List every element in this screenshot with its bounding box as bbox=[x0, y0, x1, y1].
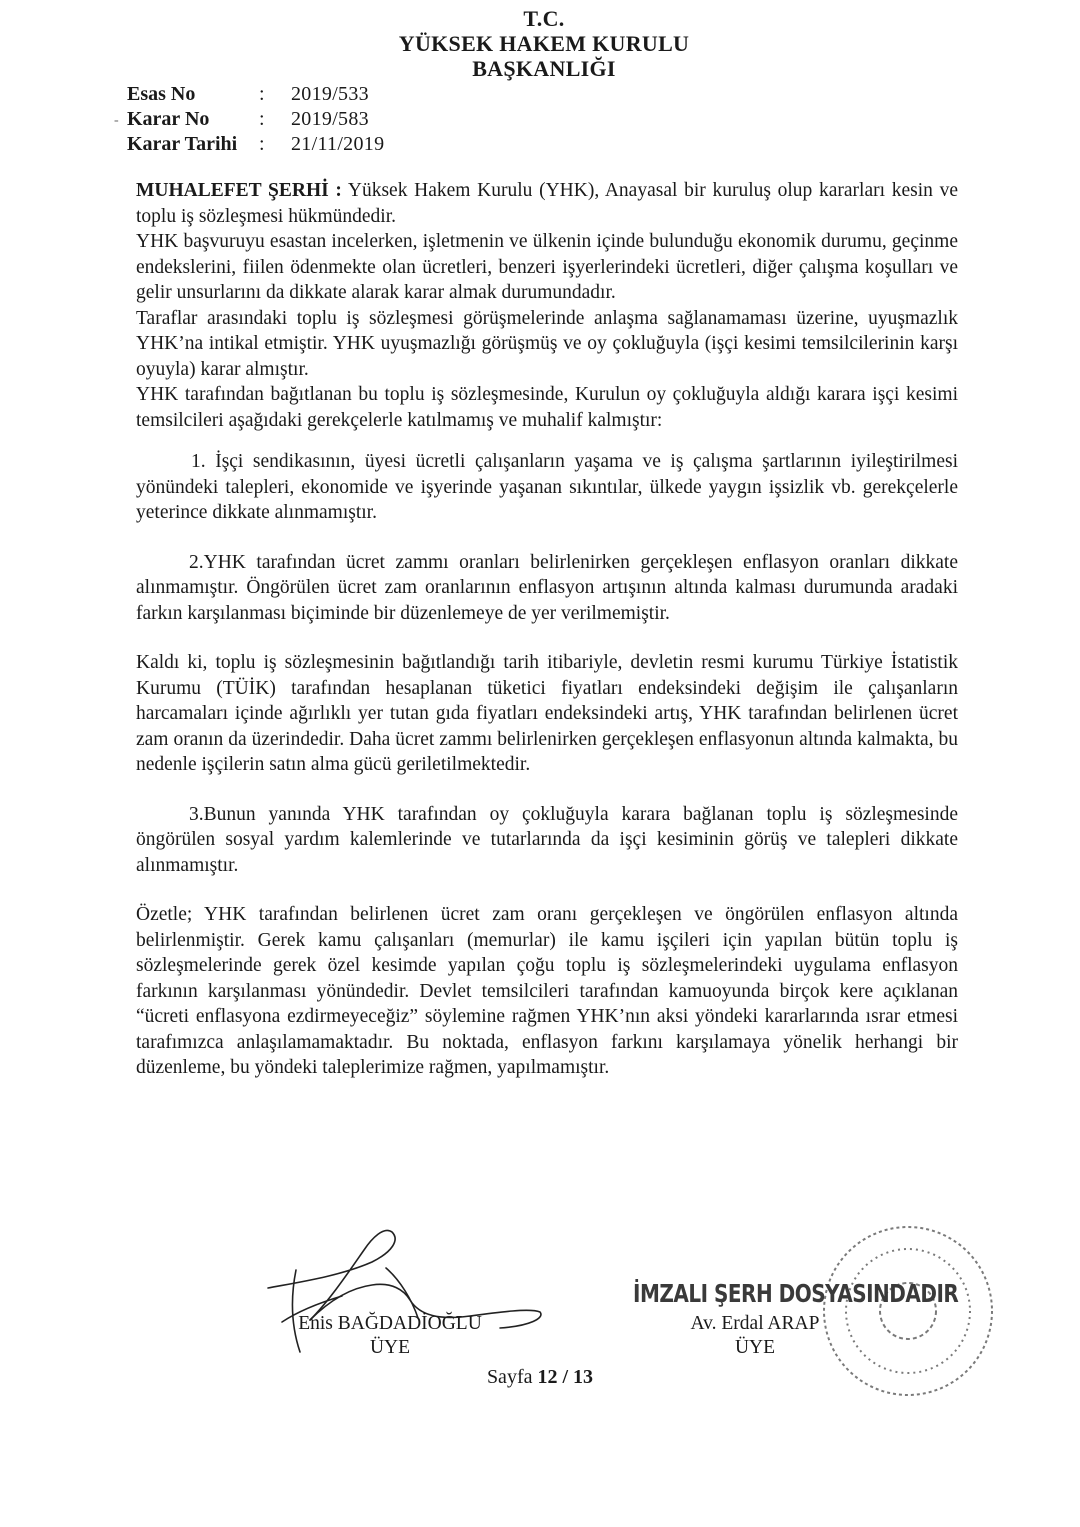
meta-separator: : bbox=[259, 133, 265, 155]
paragraph-summary: Özetle; YHK tarafından belirlenen ücret zam oranı gerçekleşen ve öngörülen enflasyon altında belirlenmiştir. Gerek kamu çalışanları (memurlar) ile kamu işçileri için yapılan bütün toplu iş sözleşmelerinde gerek özel kesimde yapılan çoğu toplu iş sözleşmelerindeki uygulama enflasyon farkının karşılanması yönündedir. Devlet temsilcileri tarafından kamuoyunda birçok kere açıklanan “ücreti enflasyona ezdirmeyeceğiz” söylemine rağmen YHK’nın aksi yöndeki kararlarında ısrar etmesi tarafımızca anlaşılamamaktadır. Bu noktada, enflasyon farkını karşılamaya yönelik herhangi bir düzenleme, bu yöndeki taleplerimize rağmen, yapılmamıştır. bbox=[136, 904, 958, 1078]
esas-row bbox=[127, 82, 384, 107]
signatory-role-right: ÜYE bbox=[734, 1337, 776, 1358]
signatory-name-right: Av. Erdal ARAP bbox=[690, 1313, 820, 1334]
karar-row bbox=[127, 107, 384, 132]
paragraph-3: Taraflar arasındaki toplu iş sözleşmesi görüşmelerinde anlaşma sağlanamaması üzerine, uyuşmazlık YHK’na intikal etmiştir. YHK uyuşmazlığı görüşmüş ve oy çokluğuyla (işçi kesimi temsilcilerinin karşı oyuyla) karar almıştır. bbox=[136, 307, 958, 380]
paragraph-5: Kaldı ki, toplu iş sözleşmesinin bağıtlandığı tarih itibariyle, devletin resmi kurumu Türkiye İstatistik Kurumu (TÜİK) tarafından hesaplanan tüketici fiyatları endeksindeki değişim ile çalışanların harcamaları içinde ağırlıklı yer tutan gıda fiyatları endeksindeki artış, YHK tarafından belirlenen ücret zam oranın da üzerindedir. Daha ücret zammı belirlenirken gerçekleşen enflasyonun altında kalmakta, bu nedenle işçilerin satın alma gücü geriletilmektedir. bbox=[136, 652, 958, 775]
karar-value: 2019/583 bbox=[291, 108, 369, 130]
list-item-3: 3.Bunun yanında YHK tarafından oy çokluğuyla karara bağlanan toplu iş sözleşmesinde öngörülen sosyal yardım kalemlerinde ve tutarlarında da işçi kesiminin görüş ve talepleri dikkate alınmamıştır. bbox=[136, 803, 958, 876]
document-header bbox=[0, 6, 1080, 81]
paragraph-intro-text: Yüksek Hakem Kurulu (YHK), Anayasal bir kuruluş olup kararları kesin ve toplu iş sözleşmesi hükmündedir. bbox=[136, 180, 958, 227]
case-meta bbox=[127, 82, 384, 157]
signature-block-left bbox=[270, 1312, 510, 1360]
signed-dissent-stamp: İMZALI ŞERH DOSYASINDADIR bbox=[633, 1278, 959, 1308]
signatory-name-left: Enis BAĞDADİOĞLU bbox=[298, 1313, 482, 1334]
esas-label: Esas No bbox=[127, 83, 196, 105]
header-presidency: BAŞKANLIĞI bbox=[472, 56, 616, 81]
signatory-role-left: ÜYE bbox=[369, 1337, 411, 1358]
list-item-1: 1. İşçi sendikasının, üyesi ücretli çalışanların yaşama ve iş çalışma şartlarının iyileştirilmesi yönündeki talepleri, ekonomide ve işyerinde yaşanan sıkıntılar, ülkede yaygın işsizlik vb. gerekçelerle yeterince dikkate alınmamıştır. bbox=[136, 451, 958, 523]
tarih-row bbox=[127, 132, 384, 157]
page-footer bbox=[0, 1366, 1080, 1389]
header-institution: YÜKSEK HAKEM KURULU bbox=[398, 31, 690, 56]
tarih-value: 21/11/2019 bbox=[291, 133, 385, 155]
list-item-2: 2.YHK tarafından ücret zammı oranları belirlenirken gerçekleşen enflasyon oranları dikkate alınmamıştır. Öngörülen ücret zam oranlarının enflasyon artışının altında kalması durumunda aradaki farkın karşılanması biçiminde bir düzenlemeye de yer verilmemiştir. bbox=[136, 551, 958, 624]
page-total: 13 bbox=[573, 1366, 594, 1388]
esas-value: 2019/533 bbox=[291, 83, 369, 105]
tarih-label: Karar Tarihi bbox=[127, 133, 238, 155]
meta-separator: : bbox=[259, 83, 265, 105]
dissent-heading: MUHALEFET ŞERHİ : bbox=[136, 180, 342, 201]
margin-mark: - bbox=[114, 113, 119, 128]
document-body bbox=[136, 178, 958, 1081]
page-current: 12 bbox=[537, 1366, 558, 1388]
paragraph-4: YHK tarafından bağıtlanan bu toplu iş sözleşmesinde, Kurulun oy çokluğuyla aldığı karara işçi kesimi temsilcileri aşağıdaki gerekçelerle katılmamış ve muhalif kalmıştır: bbox=[136, 384, 958, 431]
signature-block-right bbox=[655, 1312, 855, 1360]
paragraph-intro bbox=[136, 178, 958, 229]
meta-separator: : bbox=[259, 108, 265, 130]
paragraph-2: YHK başvuruyu esastan incelerken, işletmenin ve ülkenin içinde bulunduğu ekonomik durumu, geçinme endekslerini, fiilen ödenmekte olan ücretleri, benzeri işyerlerindeki ücretleri, diğer çalışma koşulları ve gelir unsurlarını da dikkate alarak karar almak durumundadır. bbox=[136, 231, 958, 303]
karar-label: Karar No bbox=[127, 108, 210, 130]
header-tc: T.C. bbox=[523, 6, 565, 31]
page-prefix: Sayfa bbox=[486, 1366, 533, 1388]
page-separator: / bbox=[562, 1366, 569, 1388]
